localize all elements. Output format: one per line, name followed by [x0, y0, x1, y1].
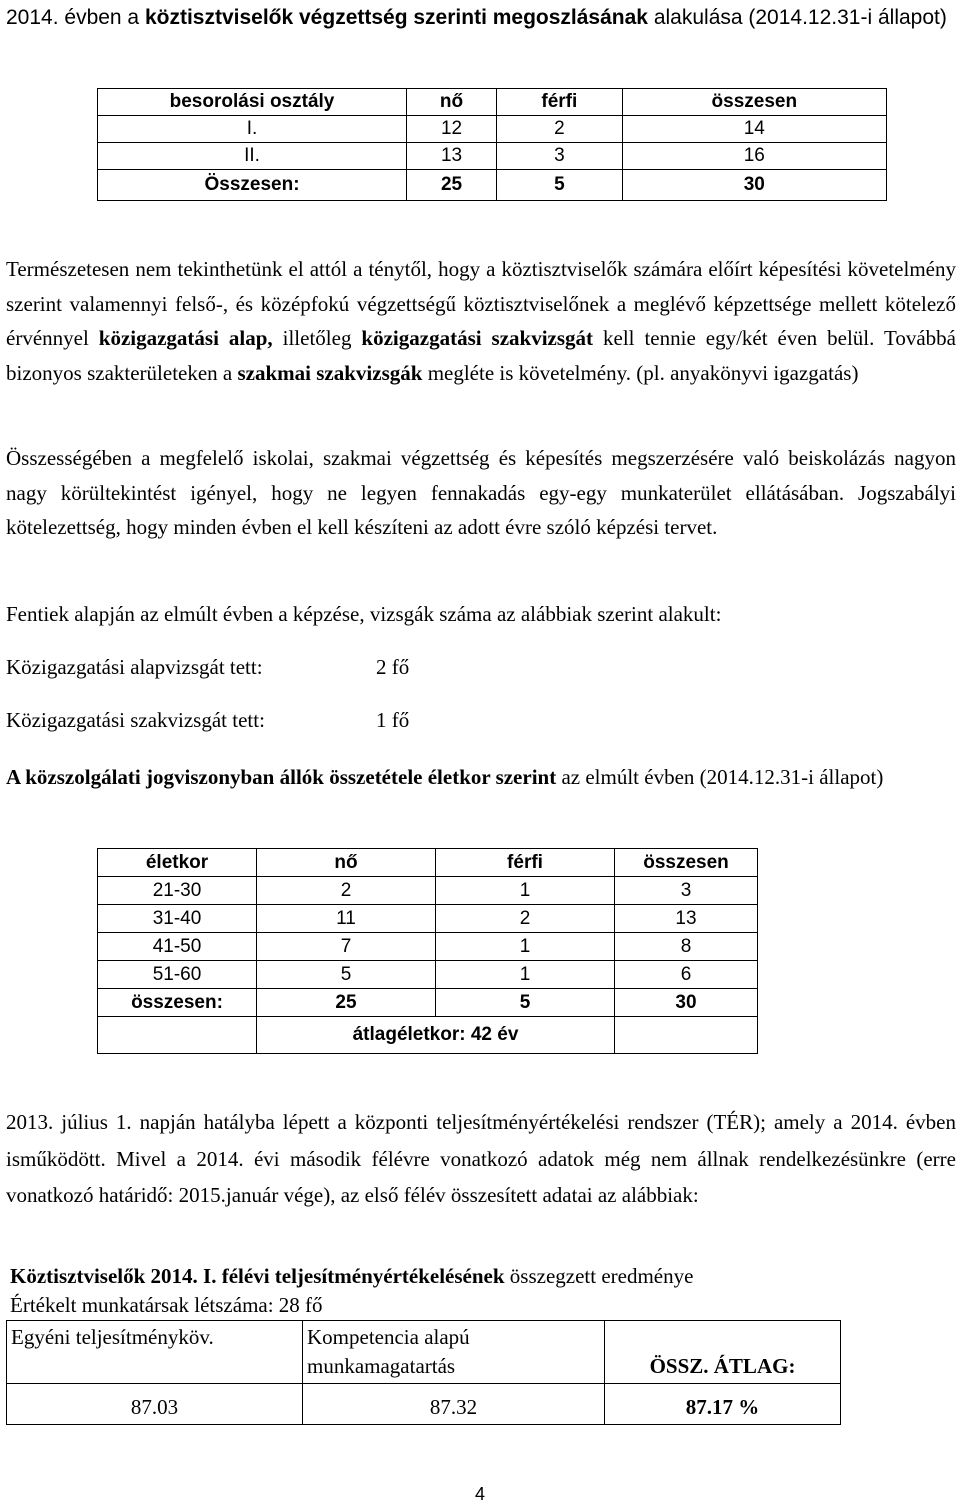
- table-header-cell: férfi: [497, 89, 623, 116]
- table-row: [98, 877, 758, 905]
- evaluation-table: [6, 1320, 841, 1425]
- table-header-cell: összesen: [615, 849, 758, 877]
- exam-line: [6, 652, 606, 682]
- table-header-cell: ÖSSZ. ÁTLAG:: [605, 1321, 841, 1384]
- table-cell: 41-50: [98, 933, 257, 961]
- table-cell: 30: [615, 989, 758, 1017]
- table-cell: 2: [257, 877, 436, 905]
- exam-value: 1 fő: [376, 708, 410, 732]
- table-cell: [615, 1017, 758, 1054]
- paragraph-requirements: [6, 252, 956, 390]
- average-age-cell: átlagéletkor: 42 év: [257, 1017, 615, 1054]
- age-table: [97, 848, 758, 1054]
- exam-label: Közigazgatási alapvizsgát tett:: [6, 655, 263, 679]
- table-row: [98, 961, 758, 989]
- table-total-row: [98, 170, 887, 201]
- table-cell: 25: [257, 989, 436, 1017]
- table-row: [98, 116, 887, 143]
- heading-text: összegzett eredménye: [504, 1264, 694, 1288]
- table-header-cell: összesen: [622, 89, 886, 116]
- table-cell: 5: [436, 989, 615, 1017]
- table-cell: 1: [436, 933, 615, 961]
- table-header-cell: Egyéni teljesítményköv.: [7, 1321, 303, 1384]
- table-cell: 87.32: [303, 1384, 605, 1425]
- table-header-row: [7, 1321, 841, 1384]
- table-cell: 87.03: [7, 1384, 303, 1425]
- table-cell: 2: [436, 905, 615, 933]
- evaluated-count: Értékelt munkatársak létszáma: 28 fő: [10, 1293, 323, 1317]
- table-cell: 1: [436, 961, 615, 989]
- table-cell: 13: [615, 905, 758, 933]
- para-text: Természetesen nem tekinthetünk el attól a ténytől, hogy a köztisztviselők számára előírt képesítési követelmény szerint valamennyi felső-, és középfokú végzettségű köztisztviselőnek a meglévő képzettsége mellett kötelező érvénnyel: [6, 257, 956, 350]
- table-header-cell: életkor: [98, 849, 257, 877]
- table-cell: Összesen:: [98, 170, 407, 201]
- table-cell: II.: [98, 143, 407, 170]
- table-row: [98, 143, 887, 170]
- table-header-row: [98, 89, 887, 116]
- para-text: megléte is követelmény. (pl. anyakönyvi igazgatás): [422, 360, 859, 385]
- table-cell: 87.17 %: [605, 1384, 841, 1425]
- table-cell: 14: [622, 116, 886, 143]
- table-row: [98, 933, 758, 961]
- table-cell: 5: [497, 170, 623, 201]
- header-line: munkamagatartás: [307, 1354, 456, 1378]
- table-header-cell: férfi: [436, 849, 615, 877]
- table-cell: 2: [497, 116, 623, 143]
- table-cell: 21-30: [98, 877, 257, 905]
- table-header-cell: [303, 1321, 605, 1384]
- table-cell: 3: [497, 143, 623, 170]
- table-cell: 11: [257, 905, 436, 933]
- table-header-row: [98, 849, 758, 877]
- header-line: Kompetencia alapú: [307, 1325, 470, 1349]
- table-cell: I.: [98, 116, 407, 143]
- table-header-cell: nő: [257, 849, 436, 877]
- heading-text-1: 2014. évben a: [6, 6, 145, 29]
- heading-text-2: alakulása (2014.12.31-i állapot): [647, 6, 947, 29]
- para-bold: közigazgatási szakvizsgát: [361, 326, 594, 350]
- table-cell: 8: [615, 933, 758, 961]
- heading-education-distribution: [6, 2, 956, 33]
- para-text: kell tennie egy/két éven belül. Továbbá bizonyos szakterületeken a: [6, 326, 956, 385]
- table-header-cell: besorolási osztály: [98, 89, 407, 116]
- heading-text: az elmúlt évben (2014.12.31-i állapot): [556, 765, 884, 789]
- table-header-cell: nő: [407, 89, 497, 116]
- heading-bold: A közszolgálati jogviszonyban állók összetétele életkor szerint: [6, 765, 557, 789]
- table-cell: 7: [257, 933, 436, 961]
- paragraph-training: Összességében a megfelelő iskolai, szakmai végzettség és képesítés megszerzésére való beiskolázás nagyon nagy körültekintést igényel, hogy ne legyen fennakadás egy-egy munkaterület ellátásában. Jogszabályi kötelezettség, hogy minden évben el kell készíteni az adott évre szóló képzési tervet.: [6, 446, 956, 539]
- table-cell: 6: [615, 961, 758, 989]
- table-total-row: [98, 989, 758, 1017]
- table-cell: 5: [257, 961, 436, 989]
- exam-label: Közigazgatási szakvizsgát tett:: [6, 708, 265, 732]
- page-number: 4: [474, 1484, 485, 1504]
- heading-age-composition: [6, 760, 956, 795]
- para-bold: szakmai szakvizsgák: [237, 360, 423, 385]
- heading-evaluation: [10, 1262, 950, 1290]
- paragraph-performance: 2013. július 1. napján hatályba lépett a központi teljesítményértékelési rendszer (TÉR); amely a 2014. évben isműködött. Mivel a 2014. évi második félévre vonatkozó adatok még nem állnak rendelkezésünkre (erre vonatkozó határidő: 2015.január vége), az első félév összesített adatai az alábbiak:: [6, 1110, 956, 1207]
- table-cell: 16: [622, 143, 886, 170]
- para-text: illetőleg: [272, 326, 362, 350]
- table-cell: 31-40: [98, 905, 257, 933]
- table-cell: [98, 1017, 257, 1054]
- table-average-row: [98, 1017, 758, 1054]
- education-table: [97, 88, 887, 201]
- table-cell: 25: [407, 170, 497, 201]
- table-row: [98, 905, 758, 933]
- table-cell: összesen:: [98, 989, 257, 1017]
- table-row: [7, 1384, 841, 1425]
- table-cell: 3: [615, 877, 758, 905]
- para-bold: közigazgatási alap,: [98, 326, 273, 350]
- table-cell: 51-60: [98, 961, 257, 989]
- exam-value: 2 fő: [376, 655, 410, 679]
- table-cell: 30: [622, 170, 886, 201]
- table-cell: 13: [407, 143, 497, 170]
- heading-bold: Köztisztviselők 2014. I. félévi teljesítményértékelésének: [10, 1264, 505, 1288]
- table-cell: 1: [436, 877, 615, 905]
- exam-line: [6, 705, 606, 735]
- heading-bold-1: köztisztviselők végzettség szerinti megoszlásának: [144, 6, 648, 29]
- paragraph-exams-intro: Fentiek alapján az elmúlt évben a képzése, vizsgák száma az alábbiak szerint alakult:: [6, 602, 722, 626]
- table-cell: 12: [407, 116, 497, 143]
